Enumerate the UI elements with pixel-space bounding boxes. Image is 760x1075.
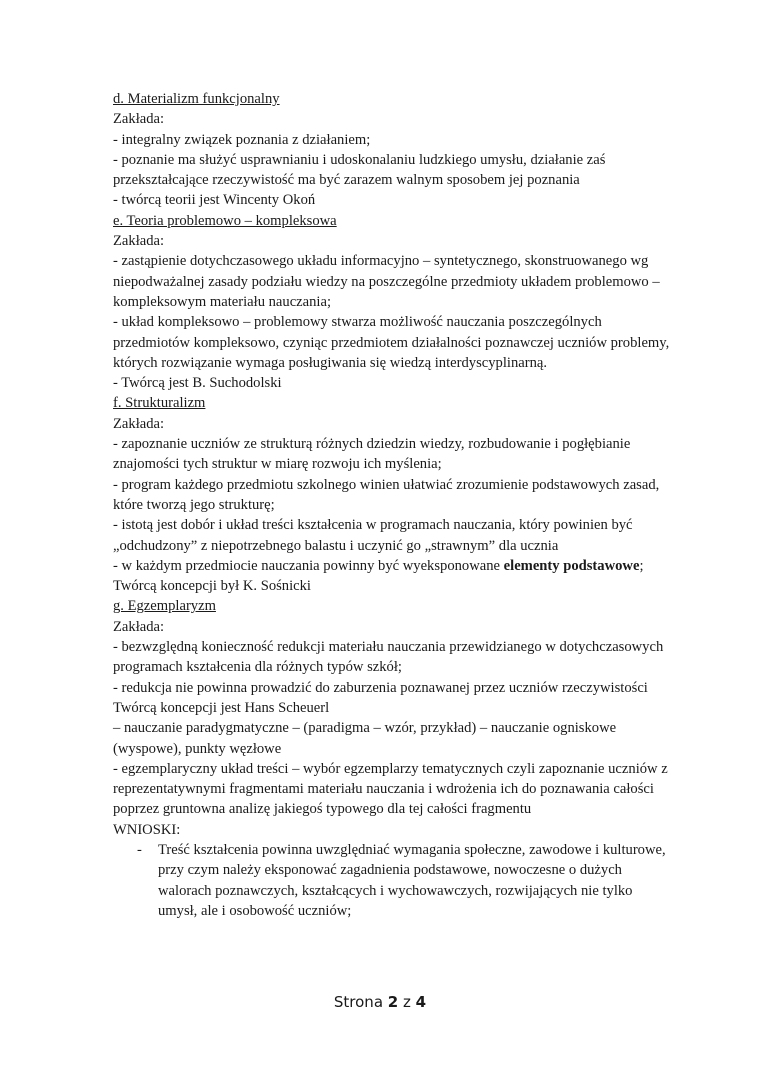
section-closing: Twórcą koncepcji był K. Sośnicki	[113, 578, 311, 595]
bullet-line: - poznanie ma służyć usprawnianiu i udoskonalaniu ludzkiego umysłu, działanie zaś przekształcające rzeczywistość ma być zarazem walnym sposobem jej poznania	[113, 151, 606, 189]
bullet-line: - istotą jest dobór i układ treści kształcenia w programach nauczania, który powinien być „odchudzony” z niepotrzebnego balastu i uczynić go „strawnym” dla ucznia	[113, 517, 633, 554]
section-intro: Zakłada:	[113, 415, 165, 432]
conclusions-label: WNIOSKI:	[113, 821, 181, 838]
conclusion-text: Treść kształcenia powinna uwzględniać wymagania społeczne, zawodowe i kulturowe, przy czym należy eksponować zagadnienia podstawowe, nowoczesne o dużych walorach poznawczych, kształcących i wychowawczych, rozwijających nie tylko umysł, ale i osobowość uczniów;	[158, 841, 666, 919]
total-page-count: 4	[415, 993, 427, 1011]
footer-prefix: Strona	[333, 993, 384, 1011]
page-footer	[0, 993, 760, 1011]
emphasis-bold: elementy podstawowe	[503, 557, 640, 574]
footer-separator: z	[403, 993, 411, 1011]
emphasis-line	[113, 556, 673, 576]
emphasis-after: ;	[639, 557, 644, 574]
bullet-line: - program każdego przedmiotu szkolnego winien ułatwiać zrozumienie podstawowych zasad, które tworzą jego strukturę;	[113, 476, 660, 513]
section-heading-d: d. Materializm funkcjonalny	[113, 91, 280, 107]
bullet-line: - Twórcą jest B. Suchodolski	[113, 375, 282, 392]
bullet-line: - bezwzględną konieczność redukcji materiału nauczania przewidzianego w dotychczasowych programach kształcenia dla różnych typów szkół;	[113, 639, 664, 676]
current-page-number: 2	[387, 993, 399, 1011]
bullet-line: - integralny związek poznania z działaniem;	[113, 131, 371, 148]
document-body	[113, 89, 673, 921]
conclusion-item	[113, 840, 673, 921]
bullet-line: - egzemplaryczny układ treści – wybór egzemplarzy tematycznych czyli zapoznanie uczniów z reprezentatywnymi fragmentami materiału nauczania i wdrożenia ich do poznawania całości poprzez gruntowna analizę jakiegoś typowego dla tej całości fragmentu	[113, 760, 668, 818]
section-intro: Zakłada:	[113, 618, 165, 635]
section-heading-f: f. Strukturalizm	[113, 395, 206, 412]
section-intro: Zakłada:	[113, 111, 165, 128]
bullet-line: - redukcja nie powinna prowadzić do zaburzenia poznawanej przez uczniów rzeczywistości	[113, 679, 648, 696]
bullet-line: – nauczanie paradygmatyczne – (paradigma – wzór, przykład) – nauczanie ogniskowe (wyspowe), punkty węzłowe	[113, 720, 617, 757]
section-heading-e: e. Teoria problemowo – kompleksowa	[113, 212, 337, 229]
author-line: Twórcą koncepcji jest Hans Scheuerl	[113, 699, 330, 716]
bullet-line: - zastąpienie dotychczasowego układu informacyjno – syntetycznego, skonstruowanego wg niepodważalnej zasady podziału wiedzy na poszczególne przedmioty układem problemowo – kompleksowym materiału nauczania;	[113, 253, 660, 310]
section-heading-g: g. Egzemplaryzm	[113, 598, 216, 615]
emphasis-before: - w każdym przedmiocie nauczania powinny być wyeksponowane	[113, 557, 504, 574]
bullet-line: - układ kompleksowo – problemowy stwarza możliwość nauczania poszczególnych przedmiotów kompleksowo, czyniąc przedmiotem działalności poznawczej uczniów problemy, których rozwiązanie wymaga posługiwania się wiedzą interdyscyplinarną.	[113, 314, 670, 371]
bullet-line: - twórcą teorii jest Wincenty Okoń	[113, 192, 316, 209]
section-intro: Zakłada:	[113, 233, 165, 250]
bullet-line: - zapoznanie uczniów ze strukturą różnych dziedzin wiedzy, rozbudowanie i pogłębianie znajomości tych struktur w miarę rozwoju ich myślenia;	[113, 436, 631, 473]
list-dash: -	[137, 841, 142, 858]
